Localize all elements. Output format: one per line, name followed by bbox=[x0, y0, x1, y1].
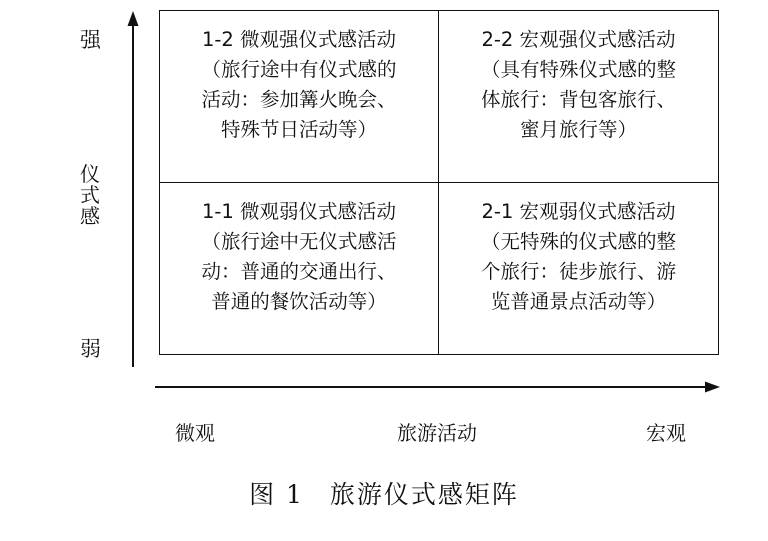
quadrant-line: 体旅行：背包客旅行、 bbox=[480, 88, 676, 111]
quadrant-line: 2-1 宏观弱仪式感活动 bbox=[481, 199, 676, 223]
quadrant-line: 览普通景点活动等） bbox=[490, 289, 667, 313]
quadrant-2-2 bbox=[439, 11, 718, 183]
x-axis-right-label: 宏观 bbox=[646, 421, 686, 445]
quadrant-line: 蜜月旅行等） bbox=[519, 118, 637, 141]
quadrant-line: 动：普通的交通出行、 bbox=[201, 259, 397, 283]
figure-caption bbox=[0, 475, 768, 511]
x-axis-arrowhead bbox=[705, 382, 720, 393]
y-axis-bottom-label: 弱 bbox=[80, 337, 101, 361]
quadrant-2-1 bbox=[439, 183, 718, 355]
quadrant-line: （具有特殊仪式感的整 bbox=[480, 58, 676, 81]
quadrant-line: 活动：参加篝火晚会、 bbox=[201, 88, 397, 111]
quadrant-line: 1-2 微观强仪式感活动 bbox=[201, 28, 397, 51]
y-axis-title: 仪 式 感 bbox=[80, 162, 100, 228]
figure-number: 图 1 bbox=[249, 480, 304, 509]
quadrant-1-1 bbox=[160, 183, 439, 355]
ritual-matrix bbox=[159, 10, 719, 355]
x-axis-left-label: 微观 bbox=[175, 421, 215, 445]
quadrant-line: （旅行途中有仪式感的 bbox=[201, 58, 397, 81]
quadrant-line: 1-1 微观弱仪式感活动 bbox=[201, 199, 397, 223]
quadrant-1-2 bbox=[160, 11, 439, 183]
quadrant-line: 普通的餐饮活动等） bbox=[211, 289, 387, 313]
quadrant-line: （无特殊的仪式感的整 bbox=[480, 229, 676, 253]
quadrant-line: 个旅行：徒步旅行、游 bbox=[480, 259, 676, 283]
y-axis-arrowhead bbox=[128, 11, 139, 26]
quadrant-line: 2-2 宏观强仪式感活动 bbox=[481, 28, 676, 51]
y-axis-top-label: 强 bbox=[80, 28, 101, 52]
figure-title: 旅游仪式感矩阵 bbox=[329, 480, 519, 509]
x-axis-title: 旅游活动 bbox=[397, 421, 477, 445]
quadrant-line: 特殊节日活动等） bbox=[220, 118, 377, 141]
quadrant-line: （旅行途中无仪式感活 bbox=[201, 229, 397, 253]
